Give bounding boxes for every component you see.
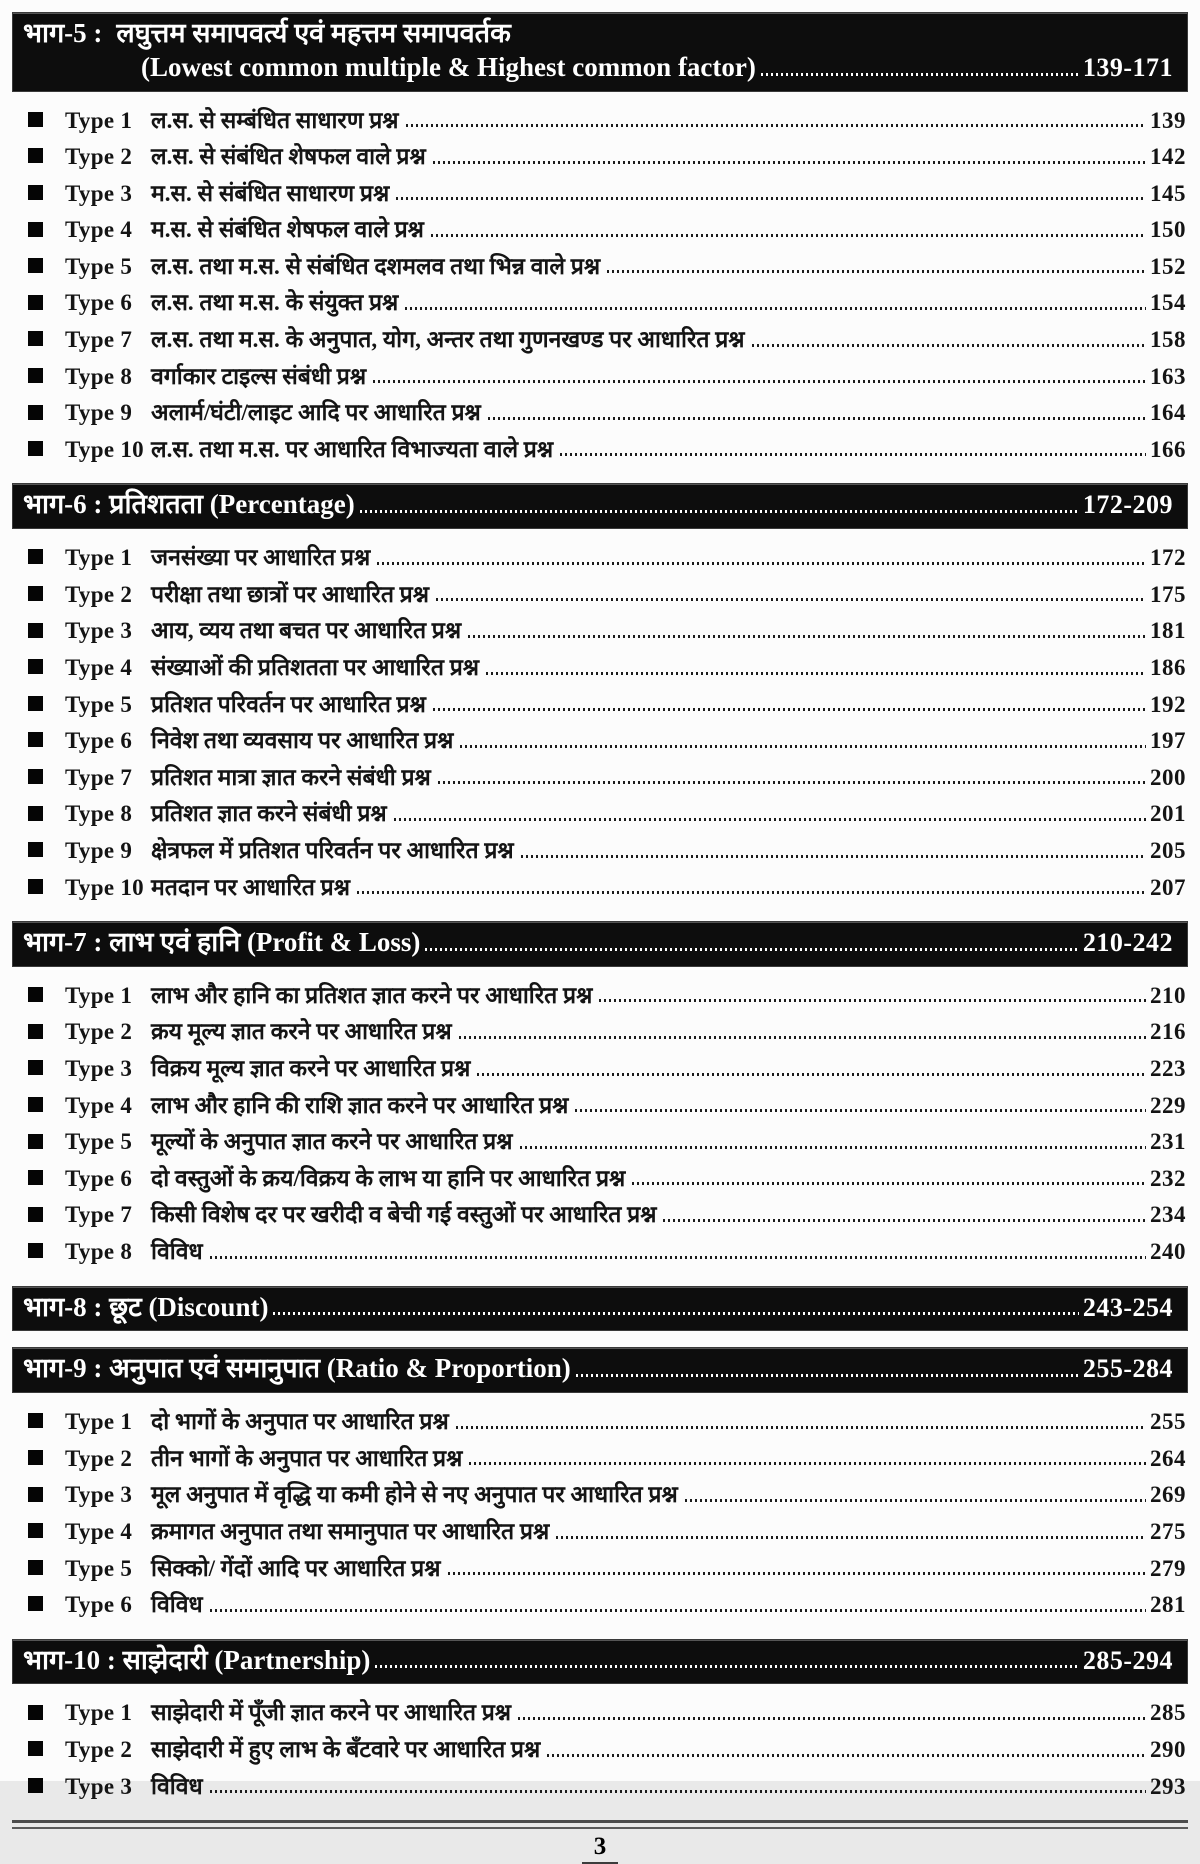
- entry-page-number: 142: [1150, 144, 1186, 170]
- entry-page-number: 290: [1150, 1737, 1186, 1763]
- entry-page-number: 166: [1150, 436, 1186, 462]
- dot-leader: [456, 1426, 1146, 1429]
- entry-title: मूल्यों के अनुपात ज्ञात करने पर आधारित प्रश्न: [151, 1129, 513, 1155]
- entry-page-number: 139: [1150, 107, 1186, 133]
- entry-page-number: 216: [1150, 1019, 1186, 1045]
- toc-entry: [12, 1123, 1188, 1160]
- entry-type-label: Type 8: [65, 1239, 133, 1265]
- entry-title: परीक्षा तथा छात्रों पर आधारित प्रश्न: [151, 581, 430, 607]
- entry-title: विक्रय मूल्य ज्ञात करने पर आधारित प्रश्न: [151, 1056, 471, 1082]
- toc-entry: [12, 759, 1188, 796]
- entry-page-number: 181: [1150, 618, 1186, 644]
- entry-type-label: Type 4: [65, 1518, 133, 1544]
- section-title: भाग-7 : लाभ एवं हानि (Profit & Loss): [23, 927, 421, 958]
- entry-title: विविध: [151, 1773, 203, 1799]
- toc-section: [12, 1639, 1188, 1805]
- entry-page-number: 210: [1150, 982, 1186, 1008]
- entry-page-number: 234: [1150, 1202, 1186, 1228]
- section-page-range: 243-254: [1082, 1292, 1173, 1322]
- entry-title: मूल अनुपात में वृद्धि या कमी होने से नए अनुपात पर आधारित प्रश्न: [151, 1482, 678, 1508]
- entry-page-number: 152: [1150, 253, 1186, 279]
- square-bullet-icon: [28, 842, 43, 857]
- entry-page-number: 293: [1150, 1773, 1186, 1799]
- dot-leader: [752, 344, 1146, 347]
- entry-type-label: Type 5: [65, 253, 133, 279]
- section-page-range: 255-284: [1082, 1354, 1173, 1384]
- entry-type-label: Type 10: [65, 874, 144, 900]
- dot-leader: [607, 270, 1146, 273]
- entry-title: क्षेत्रफल में प्रतिशत परिवर्तन पर आधारित प्रश्न: [151, 837, 514, 863]
- toc-entry: [12, 358, 1188, 395]
- entry-title: ल.स. तथा म.स. के अनुपात, योग, अन्तर तथा गुणनखण्ड पर आधारित प्रश्न: [151, 327, 745, 353]
- entry-title: साझेदारी में पूँजी ज्ञात करने पर आधारित प्रश्न: [151, 1700, 512, 1726]
- dot-leader: [469, 1462, 1146, 1465]
- toc-entry: [12, 248, 1188, 285]
- square-bullet-icon: [28, 1060, 43, 1075]
- dot-leader: [433, 708, 1146, 711]
- square-bullet-icon: [28, 1097, 43, 1112]
- entry-type-label: Type 3: [65, 1773, 133, 1799]
- square-bullet-icon: [28, 696, 43, 711]
- entry-type-label: Type 3: [65, 1482, 133, 1508]
- entry-page-number: 175: [1150, 581, 1186, 607]
- toc-entry: [12, 869, 1188, 906]
- section-page-range: 285-294: [1082, 1645, 1173, 1675]
- entry-title: निवेश तथा व्यवसाय पर आधारित प्रश्न: [151, 728, 454, 754]
- section-page-range: 139-171: [1082, 52, 1173, 82]
- entry-title: विविध: [151, 1592, 203, 1618]
- dot-leader: [632, 1182, 1146, 1185]
- entry-type-label: Type 1: [65, 1700, 133, 1726]
- dot-leader: [431, 234, 1146, 237]
- toc-entry: [12, 1513, 1188, 1550]
- entry-page-number: 255: [1150, 1409, 1186, 1435]
- dot-leader: [357, 891, 1146, 894]
- dot-leader: [575, 1109, 1146, 1112]
- section-number-label: भाग-5 :: [23, 18, 103, 48]
- toc-entry: [12, 1731, 1188, 1768]
- square-bullet-icon: [28, 879, 43, 894]
- toc-entry: [12, 1586, 1188, 1623]
- toc-entry: [12, 1160, 1188, 1197]
- toc-entry: [12, 102, 1188, 139]
- dot-leader: [556, 1536, 1146, 1539]
- entry-type-label: Type 5: [65, 691, 133, 717]
- entry-type-label: Type 4: [65, 654, 133, 680]
- toc-entry: [12, 832, 1188, 869]
- entry-title: अलार्म/घंटी/लाइट आदि पर आधारित प्रश्न: [151, 400, 481, 426]
- entry-type-label: Type 2: [65, 1445, 133, 1471]
- entry-type-label: Type 10: [65, 436, 144, 462]
- section-header-bar: [12, 483, 1188, 529]
- toc-entry: [12, 321, 1188, 358]
- toc-entry: [12, 686, 1188, 723]
- dot-leader: [460, 745, 1146, 748]
- entry-type-label: Type 1: [65, 545, 133, 571]
- square-bullet-icon: [28, 1487, 43, 1502]
- entry-type-label: Type 5: [65, 1129, 133, 1155]
- toc-entry: [12, 977, 1188, 1014]
- section-header-bar: [12, 1639, 1188, 1685]
- dot-leader: [477, 1073, 1146, 1076]
- entry-title: म.स. से संबंधित शेषफल वाले प्रश्न: [151, 217, 424, 243]
- section-entries: [12, 539, 1188, 905]
- entry-page-number: 207: [1150, 874, 1186, 900]
- entry-page-number: 164: [1150, 400, 1186, 426]
- toc-entry: [12, 394, 1188, 431]
- entry-type-label: Type 4: [65, 1092, 133, 1118]
- toc-entry: [12, 612, 1188, 649]
- entry-page-number: 197: [1150, 728, 1186, 754]
- entry-type-label: Type 4: [65, 217, 133, 243]
- entry-type-label: Type 3: [65, 618, 133, 644]
- entry-title: आय, व्यय तथा बचत पर आधारित प्रश्न: [151, 618, 462, 644]
- toc-entry: [12, 795, 1188, 832]
- entry-type-label: Type 3: [65, 180, 133, 206]
- square-bullet-icon: [28, 222, 43, 237]
- toc-section: [12, 921, 1188, 1270]
- entry-page-number: 223: [1150, 1056, 1186, 1082]
- section-entries: [12, 1694, 1188, 1804]
- square-bullet-icon: [28, 405, 43, 420]
- section-page-range: 172-209: [1082, 490, 1173, 520]
- dot-leader: [273, 1312, 1078, 1315]
- entry-type-label: Type 6: [65, 290, 133, 316]
- toc-entry: [12, 576, 1188, 613]
- entry-title: विविध: [151, 1239, 203, 1265]
- dot-leader: [576, 1374, 1079, 1377]
- dot-leader: [210, 1256, 1146, 1259]
- section-title: भाग-10 : साझेदारी (Partnership): [23, 1644, 371, 1675]
- entry-page-number: 158: [1150, 327, 1186, 353]
- square-bullet-icon: [28, 769, 43, 784]
- dot-leader: [373, 380, 1146, 383]
- toc-entry: [12, 1050, 1188, 1087]
- toc-entry: [12, 649, 1188, 686]
- square-bullet-icon: [28, 1024, 43, 1039]
- section-title-english: (Lowest common multiple & Highest common factor): [141, 51, 756, 82]
- entry-title: प्रतिशत परिवर्तन पर आधारित प्रश्न: [151, 691, 426, 717]
- entry-page-number: 232: [1150, 1165, 1186, 1191]
- square-bullet-icon: [28, 258, 43, 273]
- entry-page-number: 264: [1150, 1445, 1186, 1471]
- entry-title: ल.स. से सम्बंधित साधारण प्रश्न: [151, 107, 399, 133]
- entry-title: जनसंख्या पर आधारित प्रश्न: [151, 545, 371, 571]
- square-bullet-icon: [28, 1170, 43, 1185]
- square-bullet-icon: [28, 185, 43, 200]
- entry-page-number: 240: [1150, 1239, 1186, 1265]
- footer: [12, 1833, 1188, 1864]
- section-title-line: [23, 17, 1173, 51]
- square-bullet-icon: [28, 732, 43, 747]
- square-bullet-icon: [28, 1778, 43, 1793]
- square-bullet-icon: [28, 368, 43, 383]
- dot-leader: [547, 1754, 1146, 1757]
- section-subtitle-line: [23, 51, 1173, 85]
- dot-leader: [685, 1499, 1146, 1502]
- entry-title: साझेदारी में हुए लाभ के बँटवारे पर आधारित प्रश्न: [151, 1737, 541, 1763]
- dot-leader: [663, 1219, 1146, 1222]
- toc-entry: [12, 431, 1188, 468]
- entry-title: ल.स. तथा म.स. पर आधारित विभाज्यता वाले प्रश्न: [151, 436, 554, 462]
- dot-leader: [520, 1146, 1147, 1149]
- section-entries: [12, 977, 1188, 1270]
- dot-leader: [599, 999, 1146, 1002]
- toc-entry: [12, 284, 1188, 321]
- entry-page-number: 281: [1150, 1592, 1186, 1618]
- entry-type-label: Type 1: [65, 107, 133, 133]
- dot-leader: [210, 1790, 1146, 1793]
- entry-type-label: Type 2: [65, 1019, 133, 1045]
- entry-page-number: 192: [1150, 691, 1186, 717]
- section-page-range: 210-242: [1082, 928, 1173, 958]
- toc-section: [12, 483, 1188, 905]
- toc-section: [12, 12, 1188, 467]
- dot-leader: [406, 124, 1146, 127]
- entry-type-label: Type 2: [65, 144, 133, 170]
- square-bullet-icon: [28, 1243, 43, 1258]
- entry-title: संख्याओं की प्रतिशतता पर आधारित प्रश्न: [151, 654, 480, 680]
- entry-page-number: 279: [1150, 1555, 1186, 1581]
- entry-type-label: Type 8: [65, 801, 133, 827]
- entry-page-number: 205: [1150, 837, 1186, 863]
- dot-leader: [521, 855, 1146, 858]
- toc-section: [12, 1286, 1188, 1332]
- square-bullet-icon: [28, 441, 43, 456]
- section-header-bar: [12, 12, 1188, 92]
- dot-leader: [360, 510, 1079, 513]
- toc-entry: [12, 1694, 1188, 1731]
- section-title: भाग-9 : अनुपात एवं समानुपात (Ratio & Proportion): [23, 1353, 571, 1384]
- square-bullet-icon: [28, 112, 43, 127]
- entry-type-label: Type 7: [65, 1202, 133, 1228]
- dot-leader: [396, 197, 1146, 200]
- entry-type-label: Type 3: [65, 1056, 133, 1082]
- toc-entry: [12, 1476, 1188, 1513]
- entry-title: ल.स. तथा म.स. से संबंधित दशमलव तथा भिन्न वाले प्रश्न: [151, 253, 601, 279]
- entry-type-label: Type 7: [65, 764, 133, 790]
- square-bullet-icon: [28, 549, 43, 564]
- entry-title: ल.स. तथा म.स. के संयुक्त प्रश्न: [151, 290, 399, 316]
- entry-title: क्रमागत अनुपात तथा समानुपात पर आधारित प्रश्न: [151, 1518, 550, 1544]
- toc-entry: [12, 722, 1188, 759]
- toc-entry: [12, 1768, 1188, 1805]
- square-bullet-icon: [28, 586, 43, 601]
- toc-entry: [12, 1196, 1188, 1233]
- entry-page-number: 200: [1150, 764, 1186, 790]
- toc-entry: [12, 1233, 1188, 1270]
- section-header-bar: [12, 921, 1188, 967]
- entry-type-label: Type 6: [65, 1165, 133, 1191]
- footer-divider: [12, 1820, 1188, 1829]
- entry-page-number: 231: [1150, 1129, 1186, 1155]
- dot-leader: [518, 1717, 1146, 1720]
- dot-leader: [210, 1609, 1146, 1612]
- dot-leader: [433, 161, 1146, 164]
- square-bullet-icon: [28, 1207, 43, 1222]
- dot-leader: [448, 1572, 1147, 1575]
- entry-type-label: Type 2: [65, 581, 133, 607]
- square-bullet-icon: [28, 1596, 43, 1611]
- square-bullet-icon: [28, 1705, 43, 1720]
- entry-title: किसी विशेष दर पर खरीदी व बेची गई वस्तुओं पर आधारित प्रश्न: [151, 1202, 657, 1228]
- entry-type-label: Type 1: [65, 1409, 133, 1435]
- dot-leader: [438, 781, 1146, 784]
- square-bullet-icon: [28, 148, 43, 163]
- entry-type-label: Type 6: [65, 728, 133, 754]
- entry-type-label: Type 9: [65, 837, 133, 863]
- entry-type-label: Type 7: [65, 327, 133, 353]
- dot-leader: [425, 948, 1078, 951]
- entry-page-number: 186: [1150, 654, 1186, 680]
- entry-type-label: Type 2: [65, 1737, 133, 1763]
- entry-page-number: 201: [1150, 801, 1186, 827]
- square-bullet-icon: [28, 623, 43, 638]
- square-bullet-icon: [28, 331, 43, 346]
- dot-leader: [486, 672, 1146, 675]
- entry-page-number: 172: [1150, 545, 1186, 571]
- entry-title: दो वस्तुओं के क्रय/विक्रय के लाभ या हानि पर आधारित प्रश्न: [151, 1165, 626, 1191]
- entry-page-number: 154: [1150, 290, 1186, 316]
- entry-title: लाभ और हानि का प्रतिशत ज्ञात करने पर आधारित प्रश्न: [151, 982, 593, 1008]
- dot-leader: [436, 598, 1146, 601]
- entry-title: प्रतिशत मात्रा ज्ञात करने संबंधी प्रश्न: [151, 764, 431, 790]
- entry-type-label: Type 5: [65, 1555, 133, 1581]
- toc-entry: [12, 1440, 1188, 1477]
- square-bullet-icon: [28, 1450, 43, 1465]
- entry-title: म.स. से संबंधित साधारण प्रश्न: [151, 180, 390, 206]
- toc-entry: [12, 1013, 1188, 1050]
- toc-entry: [12, 539, 1188, 576]
- entry-type-label: Type 1: [65, 982, 133, 1008]
- entry-title: मतदान पर आधारित प्रश्न: [151, 874, 350, 900]
- toc-sections: [12, 12, 1188, 1804]
- entry-page-number: 285: [1150, 1700, 1186, 1726]
- square-bullet-icon: [28, 987, 43, 1002]
- page-number: 3: [582, 1833, 619, 1864]
- square-bullet-icon: [28, 1741, 43, 1756]
- dot-leader: [488, 417, 1146, 420]
- entry-type-label: Type 9: [65, 400, 133, 426]
- toc-entry: [12, 211, 1188, 248]
- toc-entry: [12, 1403, 1188, 1440]
- entry-title: दो भागों के अनुपात पर आधारित प्रश्न: [151, 1409, 449, 1435]
- section-header-bar: [12, 1286, 1188, 1332]
- section-entries: [12, 1403, 1188, 1623]
- dot-leader: [761, 73, 1079, 76]
- section-entries: [12, 102, 1188, 468]
- entry-page-number: 269: [1150, 1482, 1186, 1508]
- section-title: भाग-8 : छूट (Discount): [23, 1291, 269, 1322]
- dot-leader: [394, 818, 1146, 821]
- square-bullet-icon: [28, 295, 43, 310]
- entry-type-label: Type 6: [65, 1592, 133, 1618]
- entry-title: सिक्को/ गेंदों आदि पर आधारित प्रश्न: [151, 1555, 441, 1581]
- entry-title: वर्गाकार टाइल्स संबंधी प्रश्न: [151, 363, 367, 389]
- dot-leader: [377, 562, 1146, 565]
- section-title-hindi: लघुत्तम समापवर्त्य एवं महत्तम समापवर्तक: [116, 18, 511, 48]
- toc-entry: [12, 1550, 1188, 1587]
- dot-leader: [560, 453, 1146, 456]
- toc-entry: [12, 1087, 1188, 1124]
- square-bullet-icon: [28, 1560, 43, 1575]
- toc-entry: [12, 175, 1188, 212]
- entry-page-number: 229: [1150, 1092, 1186, 1118]
- entry-title: तीन भागों के अनुपात पर आधारित प्रश्न: [151, 1445, 463, 1471]
- entry-title: प्रतिशत ज्ञात करने संबंधी प्रश्न: [151, 801, 387, 827]
- dot-leader: [405, 307, 1146, 310]
- entry-page-number: 145: [1150, 180, 1186, 206]
- square-bullet-icon: [28, 806, 43, 821]
- dot-leader: [468, 635, 1146, 638]
- square-bullet-icon: [28, 1523, 43, 1538]
- entry-type-label: Type 8: [65, 363, 133, 389]
- entry-page-number: 163: [1150, 363, 1186, 389]
- square-bullet-icon: [28, 1413, 43, 1428]
- entry-page-number: 150: [1150, 217, 1186, 243]
- toc-section: [12, 1347, 1188, 1622]
- toc-entry: [12, 138, 1188, 175]
- entry-title: लाभ और हानि की राशि ज्ञात करने पर आधारित प्रश्न: [151, 1092, 569, 1118]
- square-bullet-icon: [28, 1134, 43, 1149]
- entry-title: ल.स. से संबंधित शेषफल वाले प्रश्न: [151, 144, 426, 170]
- section-title: भाग-6 : प्रतिशतता (Percentage): [23, 489, 355, 520]
- dot-leader: [375, 1665, 1078, 1668]
- square-bullet-icon: [28, 659, 43, 674]
- dot-leader: [459, 1036, 1146, 1039]
- entry-title: क्रय मूल्य ज्ञात करने पर आधारित प्रश्न: [151, 1019, 452, 1045]
- section-header-bar: [12, 1347, 1188, 1393]
- entry-page-number: 275: [1150, 1518, 1186, 1544]
